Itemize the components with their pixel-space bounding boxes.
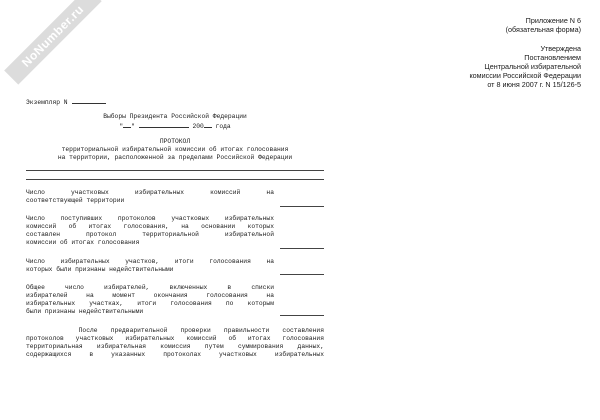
body-paragraph <box>26 327 324 359</box>
divider-line <box>26 179 324 180</box>
year-blank <box>204 121 212 128</box>
approval-line-1: Утверждена <box>540 44 581 53</box>
value-field[interactable] <box>280 206 324 207</box>
row-text: были признаны недействительными <box>26 308 144 315</box>
date-line <box>26 121 324 131</box>
row-text: избирательных участках, итоги голосования по которым <box>26 300 274 307</box>
copy-number-label: Экземпляр N <box>26 99 68 106</box>
year-prefix: 200 <box>192 123 204 130</box>
protocol-subtitle-1: территориальной избирательной комиссии об итогах голосования <box>61 146 289 153</box>
divider-line <box>26 170 324 171</box>
approval-line-4: комиссии Российской Федерации <box>469 71 581 80</box>
year-suffix: года <box>215 123 231 130</box>
appendix-number: Приложение N 6 <box>525 16 581 25</box>
day-blank <box>123 121 131 128</box>
table-row <box>26 189 274 205</box>
row-text: комиссий об итогах голосования, на основании которых <box>26 223 274 230</box>
date-quote-close: " <box>131 123 135 130</box>
paragraph-line: содержащихся в указанных протоколах участковых избирательных <box>26 351 324 358</box>
paragraph-line: После предварительной проверки правильности составления <box>26 327 324 334</box>
copy-number-blank <box>72 97 106 104</box>
appendix-note <box>506 16 581 34</box>
value-field[interactable] <box>280 274 324 275</box>
election-title: Выборы Президента Российской Федерации <box>103 113 247 120</box>
approval-block <box>469 44 581 89</box>
row-text: Число участковых избирательных комиссий на <box>26 189 274 196</box>
value-field[interactable] <box>280 248 324 249</box>
header-center <box>26 113 324 162</box>
row-text: составлен протокол территориальной избирательной <box>26 231 274 238</box>
row-text: Число поступивших протоколов участковых избирательных <box>26 215 274 222</box>
month-blank <box>139 121 189 128</box>
watermark: NoNumber.ru <box>4 0 101 85</box>
copy-number <box>26 97 106 106</box>
paragraph-line: территориальная избирательная комиссия путем суммирования данных, <box>26 343 324 350</box>
paragraph-line: протоколов участковых избирательных комиссий об итогах голосования <box>26 335 324 342</box>
row-text: которых были признаны недействительными <box>26 266 174 273</box>
row-text: комиссии об итогах голосования <box>26 239 140 246</box>
protocol-subtitle-2: на территории, расположенной за пределами Российской Федерации <box>57 154 293 161</box>
appendix-form-type: (обязательная форма) <box>505 25 581 34</box>
protocol-title: ПРОТОКОЛ <box>159 138 191 145</box>
date-quote-open: " <box>119 123 124 130</box>
table-row <box>26 284 274 316</box>
row-text: соответствующей территории <box>26 197 125 204</box>
value-field[interactable] <box>280 315 324 316</box>
table-row <box>26 215 274 247</box>
approval-line-2: Постановлением <box>524 53 581 62</box>
row-text: избирателей на момент окончания голосования на <box>26 292 274 299</box>
approval-line-5: от 8 июня 2007 г. N 15/126-5 <box>487 80 581 89</box>
approval-line-3: Центральной избирательной <box>484 62 581 71</box>
table-row <box>26 258 274 274</box>
row-text: Общее число избирателей, включенных в списки <box>26 284 274 291</box>
row-text: Число избирательных участков, итоги голосования на <box>26 258 274 265</box>
